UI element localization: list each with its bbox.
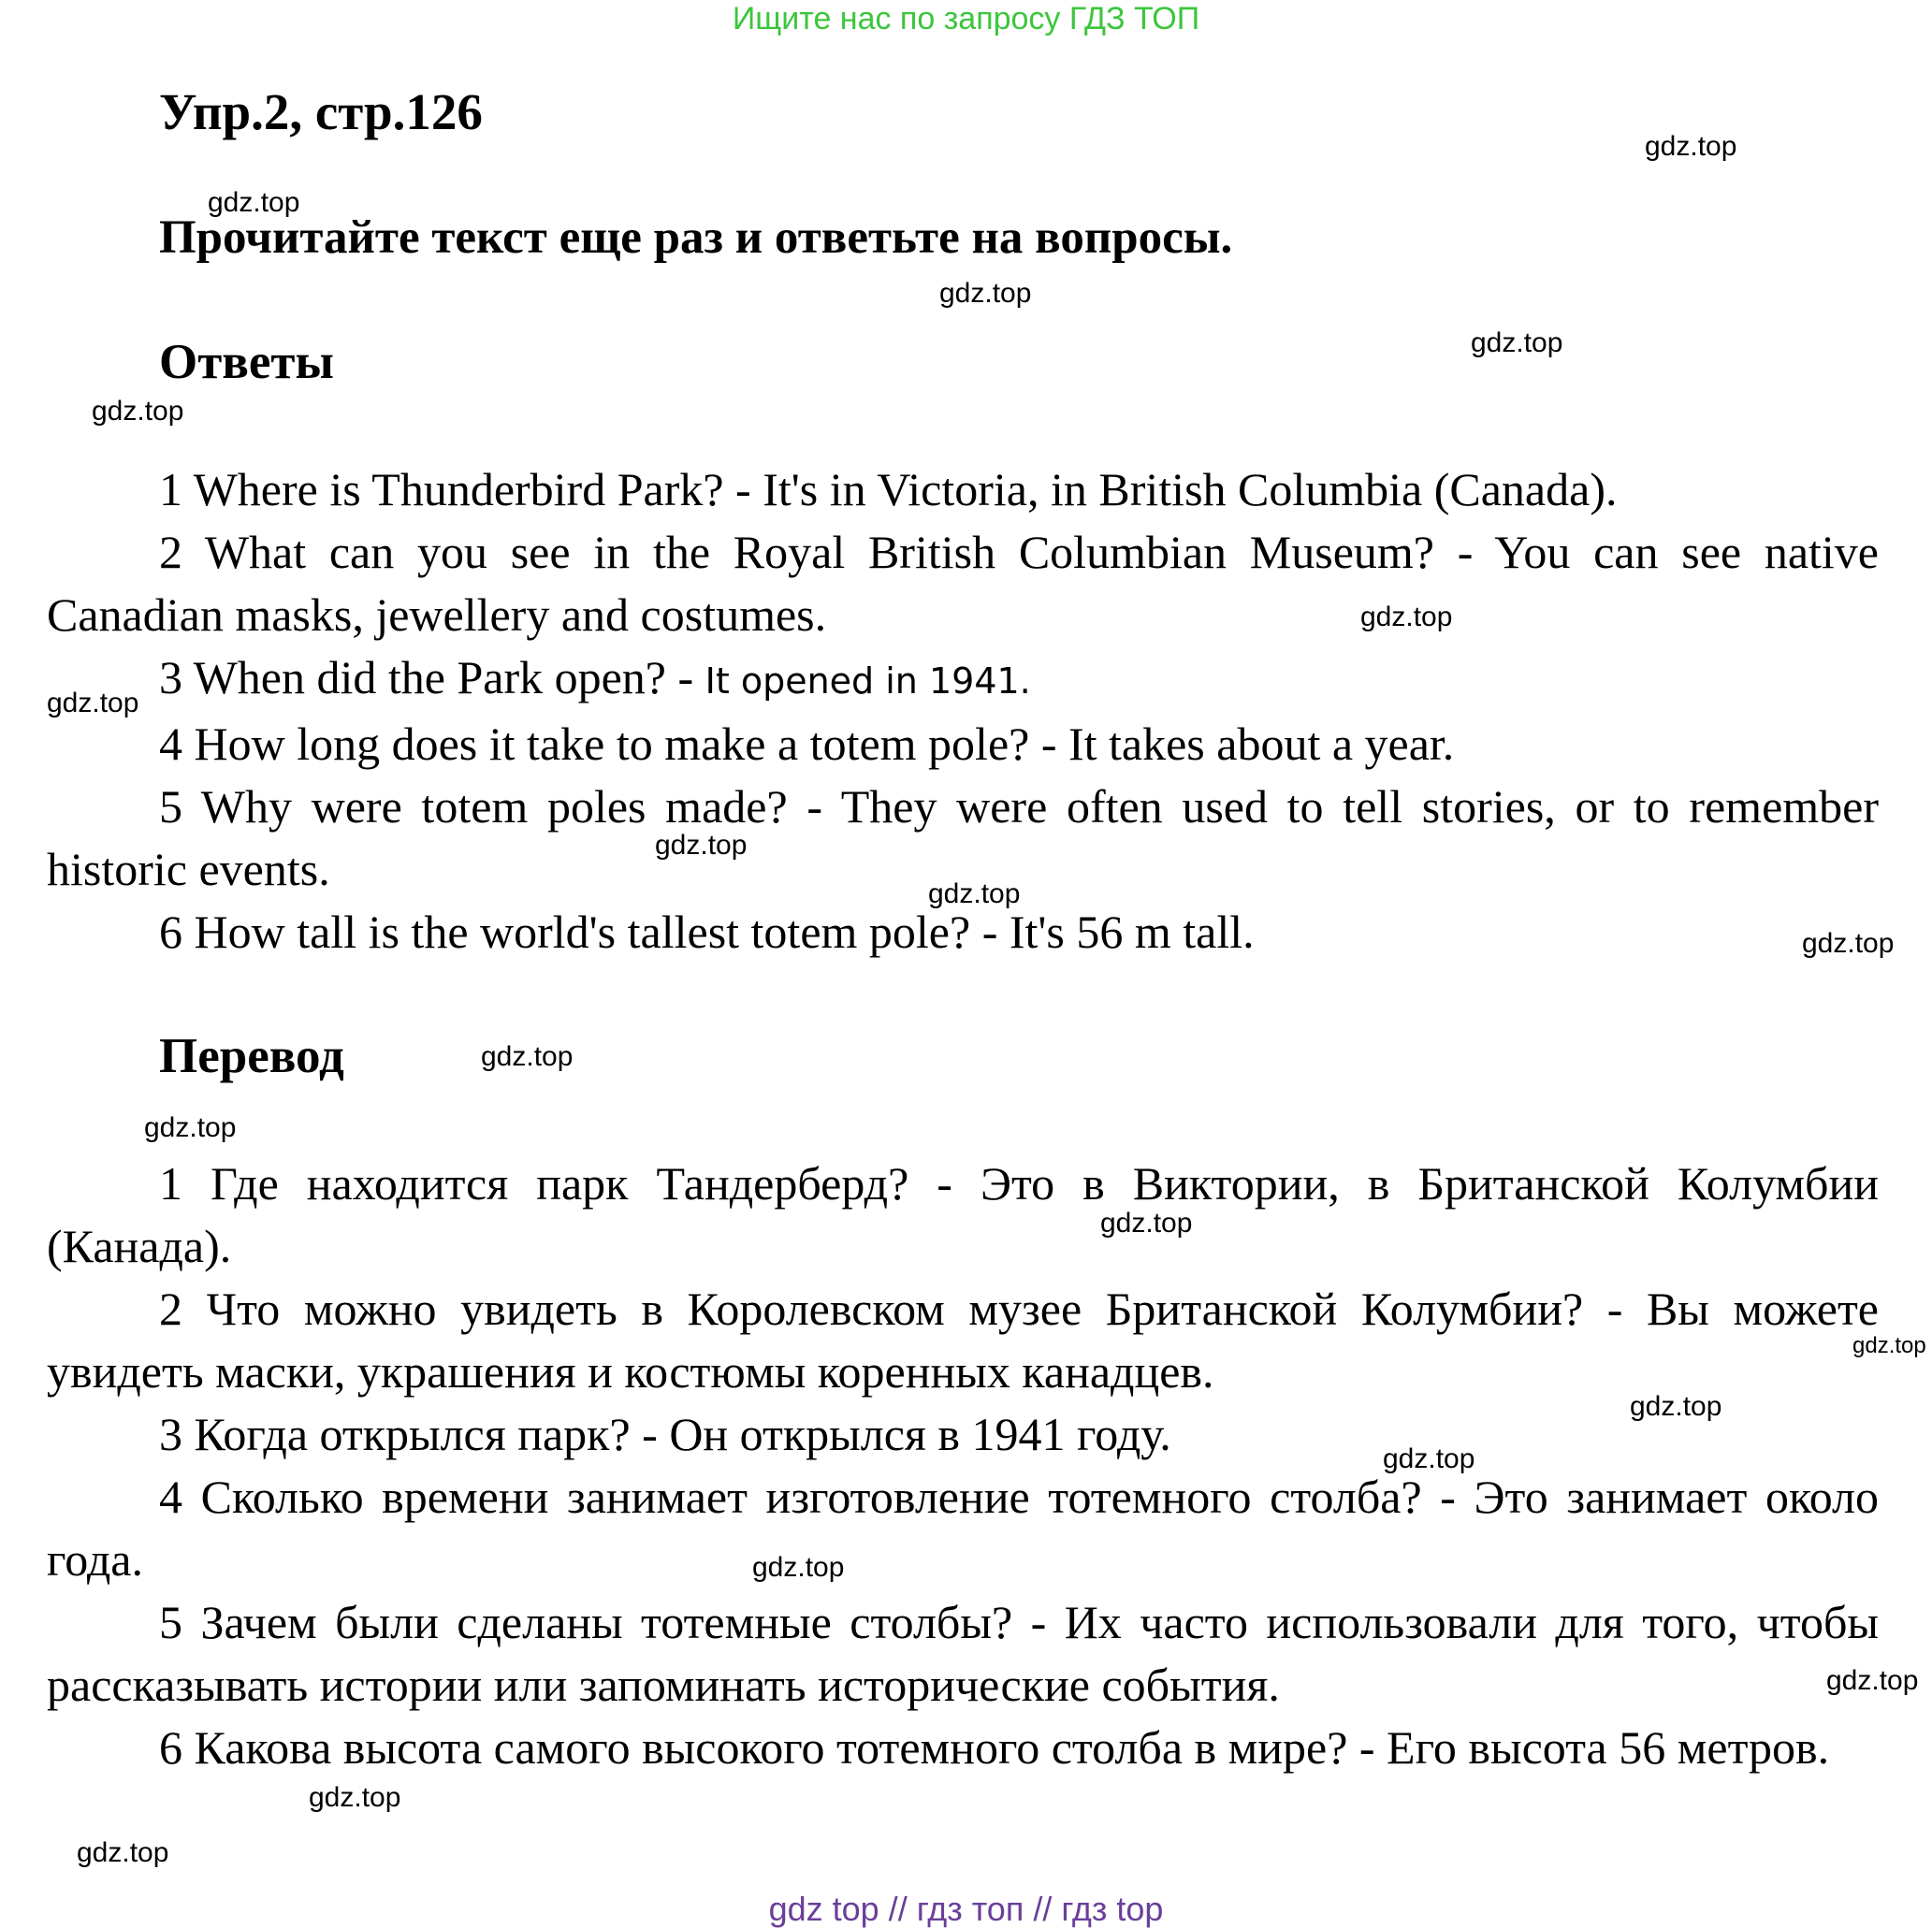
watermark: gdz.top [309,1782,401,1813]
watermark: gdz.top [1802,928,1895,959]
watermark: gdz.top [1645,131,1737,162]
watermark: gdz.top [1471,327,1563,358]
exercise-title: Упр.2, стр.126 [159,83,483,140]
watermark: gdz.top [208,187,300,218]
watermark: gdz.top [144,1112,237,1143]
top-banner: Ищите нас по запросу ГДЗ ТОП [732,1,1200,36]
answer-item-1: 1 Where is Thunderbird Park? - It's in Victoria, in British Columbia (Canada). [159,463,1618,515]
answer-item-5: 5 Why were totem poles made? - They were often used to tell stories, or to remember historic events. [47,780,1879,895]
footer-links: gdz top // гдз топ // гдз top [768,1890,1164,1928]
translation-item-2: 2 Что можно увидеть в Королевском музее Британской Колумбии? - Вы можете увидеть маски, украшения и костюмы коренных канадцев. [47,1283,1879,1398]
translation-heading: Перевод [159,1029,344,1083]
watermark: gdz.top [77,1837,169,1868]
task-instruction: Прочитайте текст еще раз и ответьте на вопросы. [159,211,1233,264]
watermark: gdz.top [1852,1333,1926,1358]
translation-list [47,1152,1879,1779]
translation-item-5: 5 Зачем были сделаны тотемные столбы? - Их часто использовали для того, чтобы рассказывать истории или запоминать исторические события. [47,1596,1879,1711]
watermark: gdz.top [1826,1665,1919,1696]
answer-item-4: 4 How long does it take to make a totem pole? - It takes about a year. [159,718,1455,770]
watermark: gdz.top [752,1552,845,1583]
watermark: gdz.top [1383,1443,1475,1474]
answer-item-3-answer: It opened in 1941. [705,660,1031,702]
watermark: gdz.top [1630,1391,1722,1422]
answer-item-3 [47,646,1879,713]
translation-item-1: 1 Где находится парк Тандерберд? - Это в Виктории, в Британской Колумбии (Канада). [47,1157,1879,1272]
watermark: gdz.top [47,688,139,718]
watermark: gdz.top [1100,1208,1193,1239]
watermark: gdz.top [939,278,1032,309]
translation-item-3: 3 Когда открылся парк? - Он открылся в 1941 году. [159,1408,1171,1460]
watermark: gdz.top [928,878,1021,909]
watermark: gdz.top [481,1041,574,1072]
translation-item-4: 4 Сколько времени занимает изготовление тотемного столба? - Это занимает около года. [47,1471,1879,1586]
watermark: gdz.top [655,830,748,861]
watermark: gdz.top [92,396,184,427]
translation-item-6: 6 Какова высота самого высокого тотемного столба в мире? - Его высота 56 метров. [159,1721,1830,1774]
answers-heading: Ответы [159,335,334,389]
answer-item-3-question: 3 When did the Park open? - [159,651,705,703]
watermark: gdz.top [1360,602,1453,632]
answer-item-6: 6 How tall is the world's tallest totem pole? - It's 56 m tall. [159,906,1255,958]
answer-item-2: 2 What can you see in the Royal British Columbian Museum? - You can see native Canadian masks, jewellery and costumes. [47,526,1879,641]
